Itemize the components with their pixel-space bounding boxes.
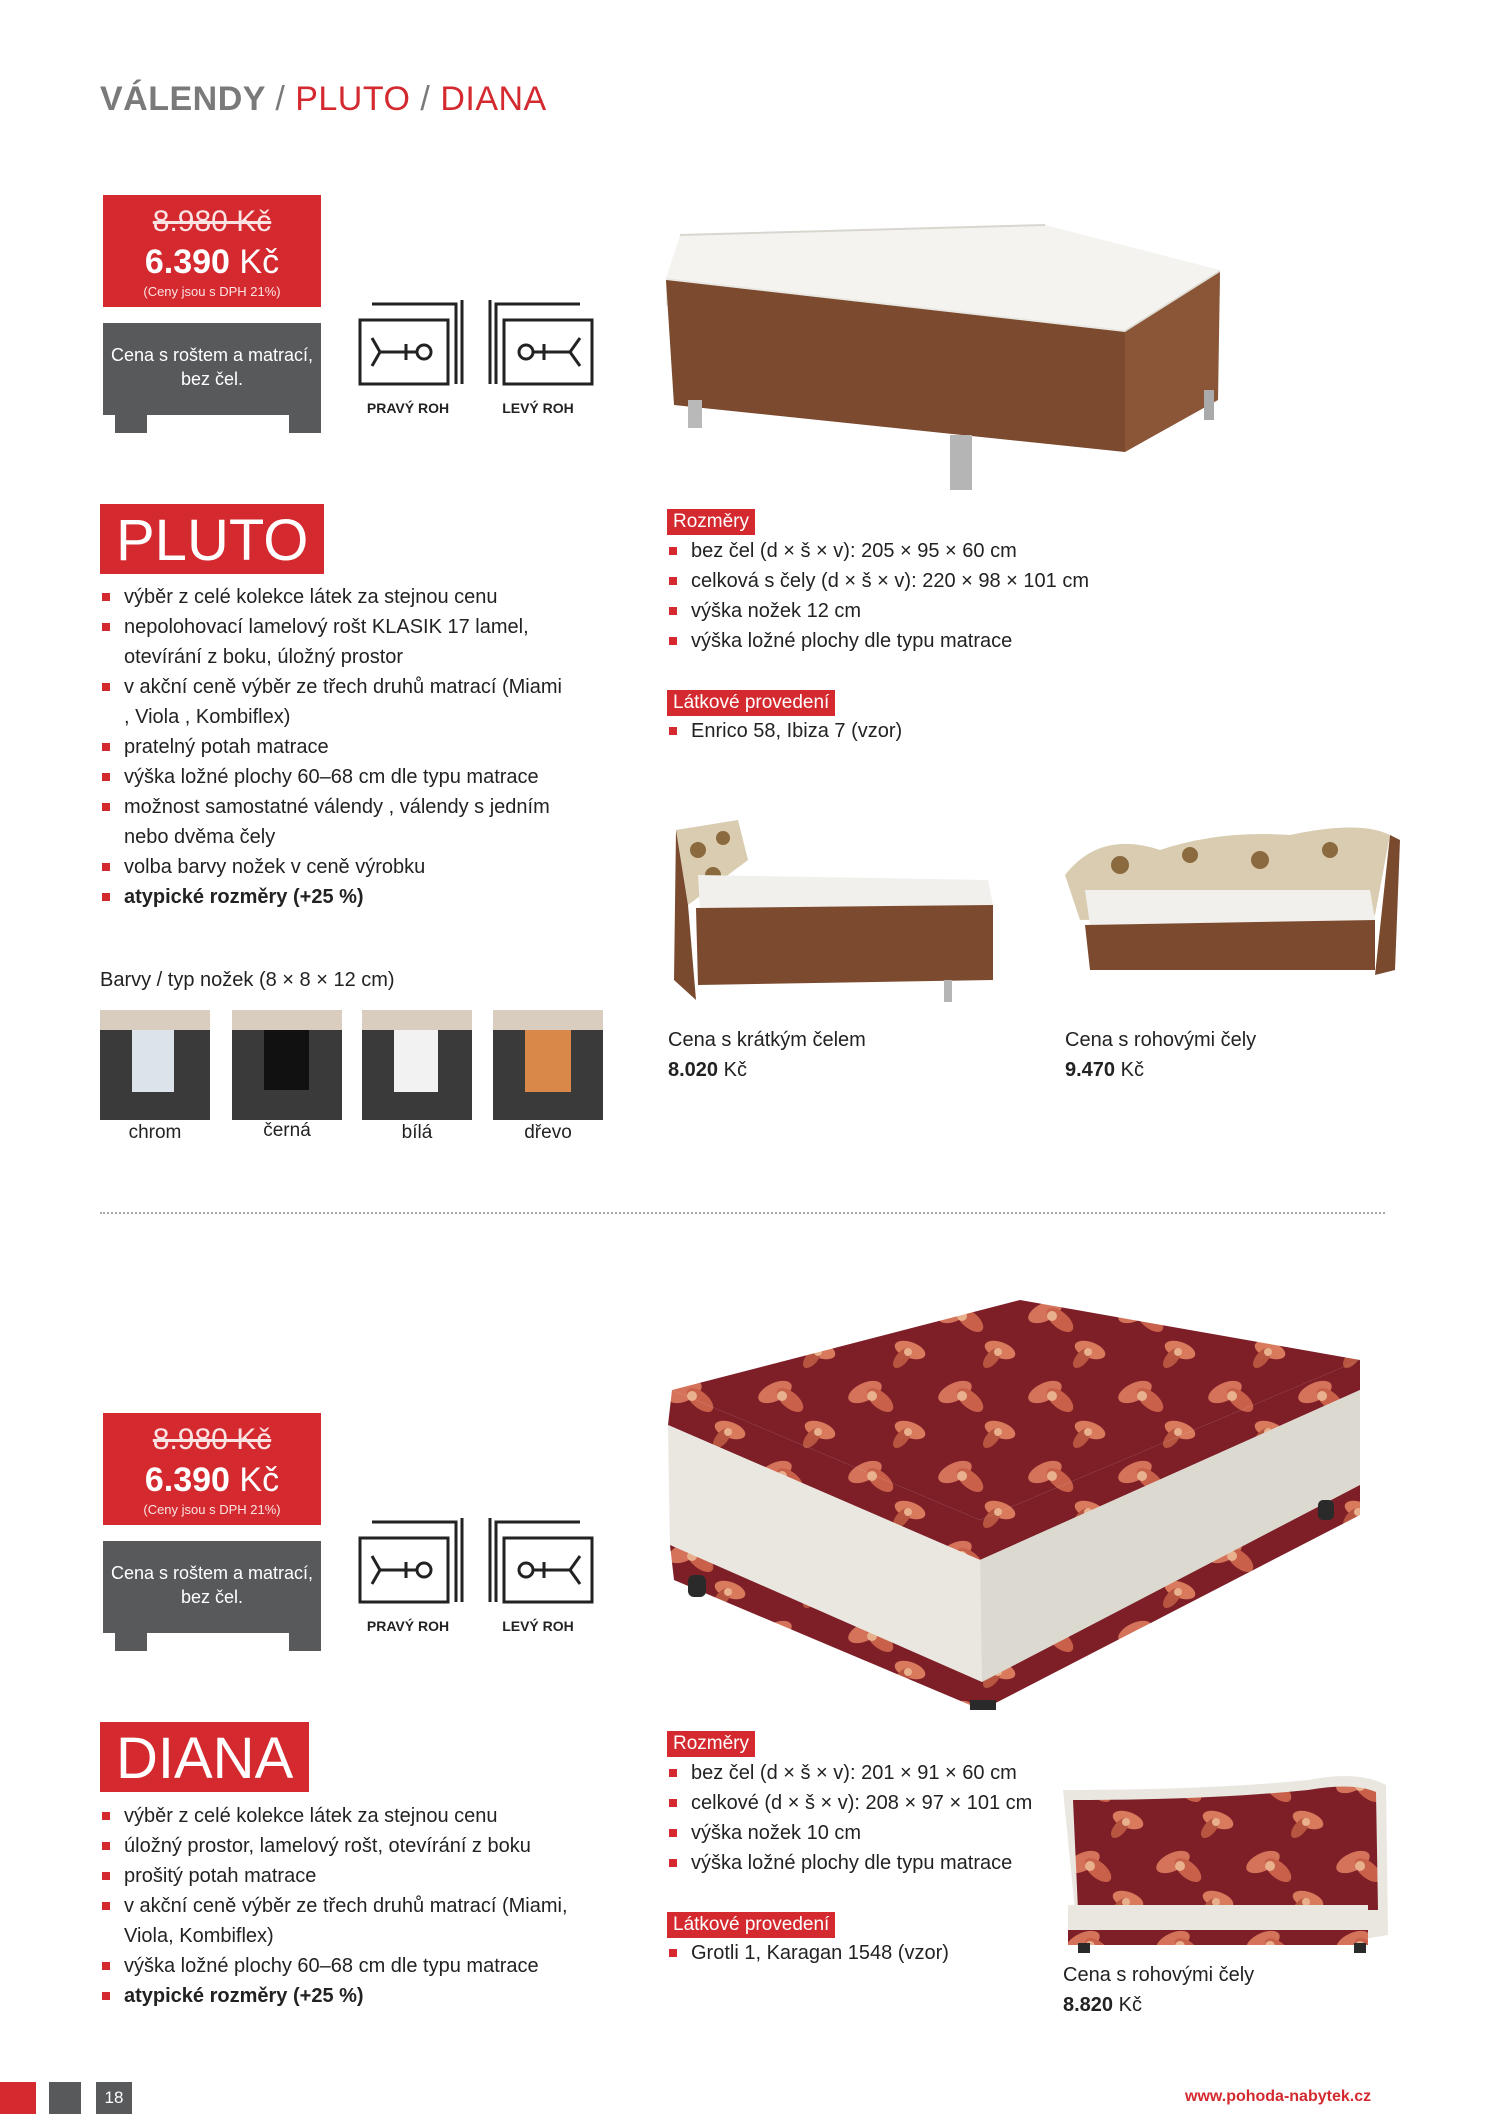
pluto-variant-short: Cena s krátkým čelem 8.020 Kč [668, 1029, 866, 1081]
list-item: výška ložné plochy dle typu matrace [667, 626, 1227, 656]
left-corner-icon [486, 298, 594, 386]
diana-corner-headboards-image [1058, 1760, 1393, 1955]
list-item: bez čel (d × š × v): 201 × 91 × 60 cm [667, 1758, 1067, 1788]
list-item: výška ložné plochy 60–68 cm dle typu matrace [100, 1951, 600, 1981]
list-item: výška ložné plochy dle typu matrace [667, 1848, 1067, 1878]
page-title: VÁLENDY / PLUTO / DIANA [100, 80, 547, 118]
pluto-variant-corner: Cena s rohovými čely 9.470 Kč [1065, 1029, 1257, 1081]
list-item: výběr z celé kolekce látek za stejnou cenu [100, 1801, 600, 1831]
website-link[interactable]: www.pohoda-nabytek.cz [1185, 2088, 1372, 2105]
left-corner-icon [486, 1516, 594, 1604]
pluto-offer-box: Cena s roštem a matrací, bez čel. [103, 323, 321, 415]
list-item: celková s čely (d × š × v): 220 × 98 × 101 cm [667, 566, 1227, 596]
pluto-legs-title: Barvy / typ nožek (8 × 8 × 12 cm) [100, 969, 395, 991]
diana-product-image [660, 1290, 1390, 1710]
list-item: výška nožek 12 cm [667, 596, 1227, 626]
pluto-short-headboard-image [668, 820, 998, 1020]
list-item: možnost samostatné válendy , válendy s jedním nebo dvěma čely [100, 792, 570, 852]
diana-new-price: 6.390 Kč [144, 1461, 280, 1499]
pluto-fabric [667, 716, 1227, 746]
diana-fabric-heading: Látkové provedení [667, 1912, 835, 1938]
pluto-features [100, 582, 570, 912]
section-divider [100, 1212, 1385, 1214]
diana-product-name: DIANA [100, 1722, 309, 1792]
leg-label: chrom [128, 1122, 182, 1143]
list-item: Enrico 58, Ibiza 7 (vzor) [667, 716, 1227, 746]
leg-swatch-wood [493, 1010, 603, 1120]
left-corner-label: LEVÝ ROH [502, 400, 574, 416]
pluto-new-price: 6.390 Kč [144, 243, 280, 281]
pluto-dims-heading: Rozměry [667, 509, 755, 535]
pluto-fabric-heading: Látkové provedení [667, 690, 835, 716]
pluto-price-box [103, 195, 321, 307]
list-item: úložný prostor, lamelový rošt, otevírání z boku [100, 1831, 600, 1861]
right-corner-label: PRAVÝ ROH [366, 400, 450, 416]
list-item: volba barvy nožek v ceně výrobku [100, 852, 570, 882]
diana-features [100, 1801, 600, 2011]
diana-dims-heading: Rozměry [667, 1731, 755, 1757]
leg-swatch-white [362, 1010, 472, 1120]
page-number: 18 [96, 2082, 132, 2114]
list-item: Grotli 1, Karagan 1548 (vzor) [667, 1938, 1067, 1968]
list-item: výška ložné plochy 60–68 cm dle typu matrace [100, 762, 570, 792]
right-corner-label: PRAVÝ ROH [366, 1618, 450, 1634]
diana-vat-note: (Ceny jsou s DPH 21%) [143, 1502, 281, 1517]
list-item: v akční ceně výběr ze třech druhů matrací (Miami, Viola, Kombiflex) [100, 1891, 600, 1951]
pluto-old-price: 8.980 Kč [152, 205, 272, 238]
diana-fabric [667, 1938, 1067, 1968]
list-item: atypické rozměry (+25 %) [100, 1981, 600, 2011]
left-corner-label: LEVÝ ROH [502, 1618, 574, 1634]
footer-red-square [0, 2082, 36, 2114]
leg-swatch-chrome [100, 1010, 210, 1120]
pluto-offer-foot [289, 415, 321, 433]
list-item: výška nožek 10 cm [667, 1818, 1067, 1848]
pluto-corner-headboards-image [1060, 820, 1400, 990]
pluto-offer-foot [115, 415, 147, 433]
leg-swatch-black [232, 1010, 342, 1120]
diana-old-price: 8.980 Kč [152, 1423, 272, 1456]
right-corner-icon [358, 298, 466, 386]
pluto-dims [667, 536, 1227, 656]
leg-label: černá [263, 1120, 311, 1141]
list-item: bez čel (d × š × v): 205 × 95 × 60 cm [667, 536, 1227, 566]
list-item: pratelný potah matrace [100, 732, 570, 762]
list-item: v akční ceně výběr ze třech druhů matrací (Miami , Viola , Kombiflex) [100, 672, 570, 732]
diana-dims [667, 1758, 1067, 1878]
list-item: celkové (d × š × v): 208 × 97 × 101 cm [667, 1788, 1067, 1818]
list-item: atypické rozměry (+25 %) [100, 882, 570, 912]
pluto-product-image [660, 200, 1380, 530]
diana-price-box [103, 1413, 321, 1525]
diana-variant-corner: Cena s rohovými čely 8.820 Kč [1063, 1964, 1255, 2016]
leg-label: bílá [401, 1122, 433, 1143]
diana-offer-foot [115, 1633, 147, 1651]
diana-offer-foot [289, 1633, 321, 1651]
leg-label: dřevo [524, 1122, 572, 1143]
list-item: výběr z celé kolekce látek za stejnou cenu [100, 582, 570, 612]
pluto-product-name: PLUTO [100, 504, 324, 574]
diana-offer-box: Cena s roštem a matrací, bez čel. [103, 1541, 321, 1633]
footer-grey-square [49, 2082, 81, 2114]
list-item: nepolohovací lamelový rošt KLASIK 17 lamel, otevírání z boku, úložný prostor [100, 612, 570, 672]
pluto-vat-note: (Ceny jsou s DPH 21%) [143, 284, 281, 299]
right-corner-icon [358, 1516, 466, 1604]
list-item: prošitý potah matrace [100, 1861, 600, 1891]
